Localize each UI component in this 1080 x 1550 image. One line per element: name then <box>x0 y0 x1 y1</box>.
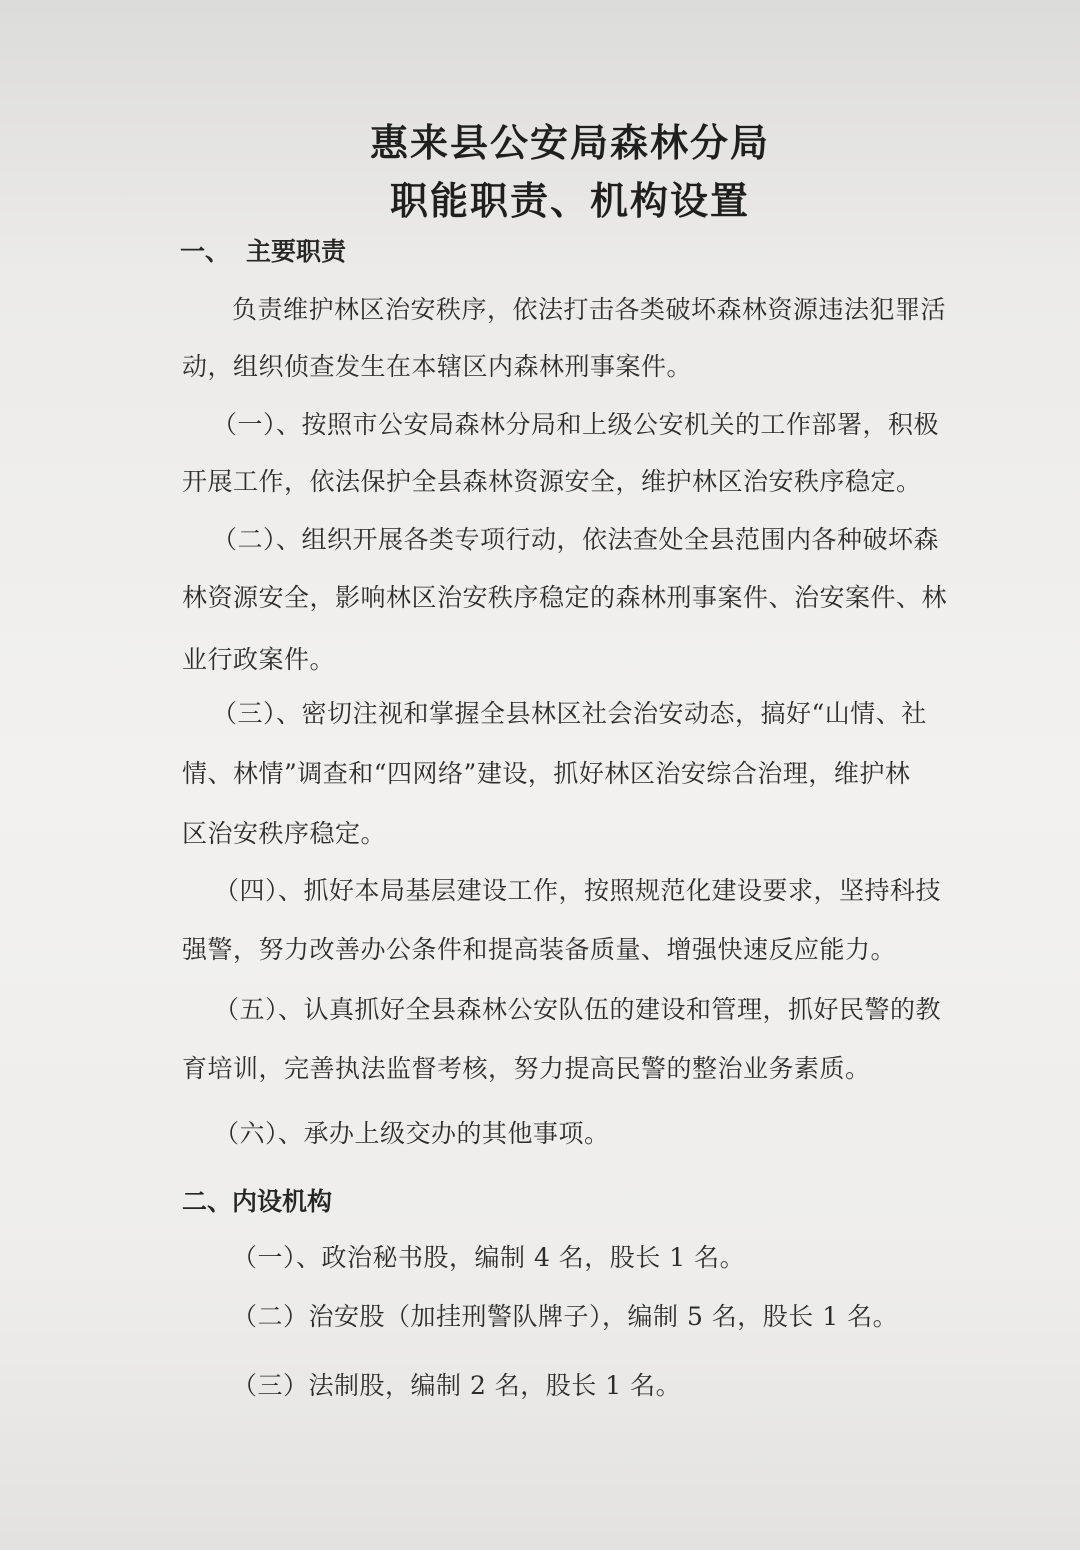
duty-item-1-line2: 开展工作，依法保护全县森林资源安全，维护林区治安秩序稳定。 <box>182 467 922 496</box>
duty-item-2-line2: 林资源安全，影响林区治安秩序稳定的森林刑事案件、治安案件、林 <box>182 583 948 612</box>
department-item-2: （二）治安股（加挂刑警队牌子），编制 5 名，股长 1 名。 <box>232 1302 899 1331</box>
duty-item-3-line2: 情、林情”调查和“四网络”建设，抓好林区治安综合治理，维护林 <box>182 759 911 788</box>
section1-number: 一、 <box>180 237 231 266</box>
section1-intro-line1: 负责维护林区治安秩序，依法打击各类破坏森林资源违法犯罪活 <box>232 295 947 324</box>
duty-item-6: （六）、承办上级交办的其他事项。 <box>214 1119 610 1148</box>
duty-item-3-line1: （三）、密切注视和掌握全县林区社会治安动态，搞好“山情、社 <box>212 699 927 728</box>
duty-item-1-line1: （一）、按照市公安局森林分局和上级公安机关的工作部署，积极 <box>212 410 940 439</box>
document-title-line1: 惠来县公安局森林分局 <box>369 120 770 165</box>
duty-item-2-line1: （二）、组织开展各类专项行动，依法查处全县范围内各种破坏森 <box>212 525 940 554</box>
section2-heading: 二、内设机构 <box>182 1187 333 1216</box>
department-item-1: （一）、政治秘书股，编制 4 名，股长 1 名。 <box>232 1243 746 1272</box>
section1-intro-line2: 动，组织侦查发生在本辖区内森林刑事案件。 <box>182 352 693 381</box>
duty-item-4-line2: 强警，努力改善办公条件和提高装备质量、增强快速反应能力。 <box>182 935 897 964</box>
duty-item-5-line1: （五）、认真抓好全县森林公安队伍的建设和管理，抓好民警的教 <box>214 995 942 1024</box>
duty-item-3-line3: 区治安秩序稳定。 <box>182 819 387 848</box>
section1-heading: 主要职责 <box>246 237 347 266</box>
duty-item-5-line2: 育培训，完善执法监督考核，努力提高民警的整治业务素质。 <box>182 1054 871 1083</box>
department-item-3: （三）法制股，编制 2 名，股长 1 名。 <box>232 1371 682 1400</box>
document-title-line2: 职能职责、机构设置 <box>389 178 750 223</box>
duty-item-4-line1: （四）、抓好本局基层建设工作，按照规范化建设要求，坚持科技 <box>214 876 942 905</box>
duty-item-2-line3: 业行政案件。 <box>182 645 336 674</box>
